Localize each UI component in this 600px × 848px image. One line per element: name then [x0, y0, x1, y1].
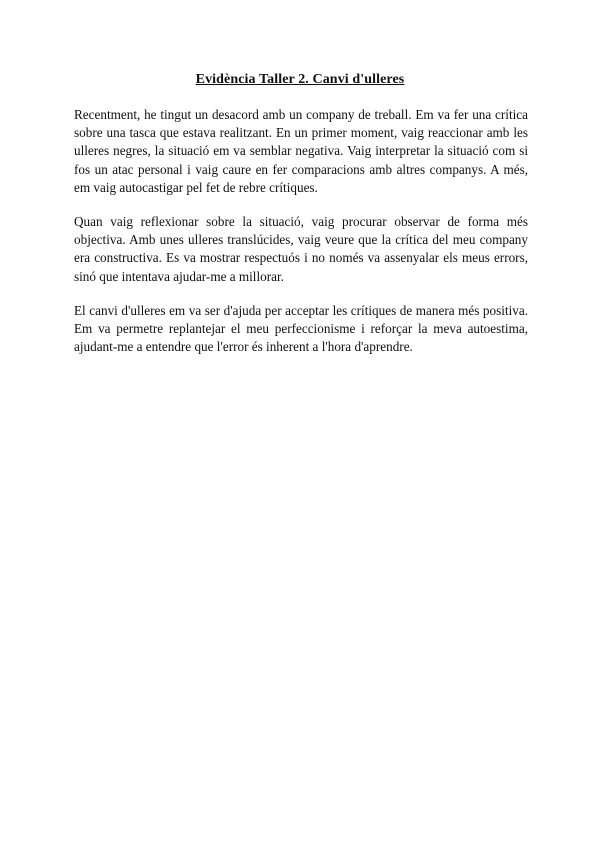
paragraph-3: El canvi d'ulleres em va ser d'ajuda per acceptar les crítiques de manera més positiva. Em va permetre replantejar el meu perfeccionisme i reforçar la meva autoestima, ajudant-me a entendre que l'error és inherent a l'hora d'aprendre.	[74, 302, 528, 355]
paragraph-2: Quan vaig reflexionar sobre la situació, vaig procurar observar de forma més objectiva. Amb unes ulleres translúcides, vaig veure que la crítica del meu company era constructiva. Es va mostrar respectuós i no només va assenyalar els meus errors, sinó que intentava ajudar-me a millorar.	[74, 214, 528, 284]
paragraph-1: Recentment, he tingut un desacord amb un company de treball. Em va fer una crítica sobre una tasca que estava realitzant. En un primer moment, vaig reaccionar amb les ulleres negres, la situació em va semblar negativa. Vaig interpretar la situació com si fos un atac personal i vaig caure en fer comparacions amb altres companys. A més, em vaig autocastigar pel fet de rebre crítiques.	[74, 107, 528, 195]
document-body	[74, 106, 528, 372]
document-title: Evidència Taller 2. Canvi d'ulleres	[195, 72, 405, 87]
